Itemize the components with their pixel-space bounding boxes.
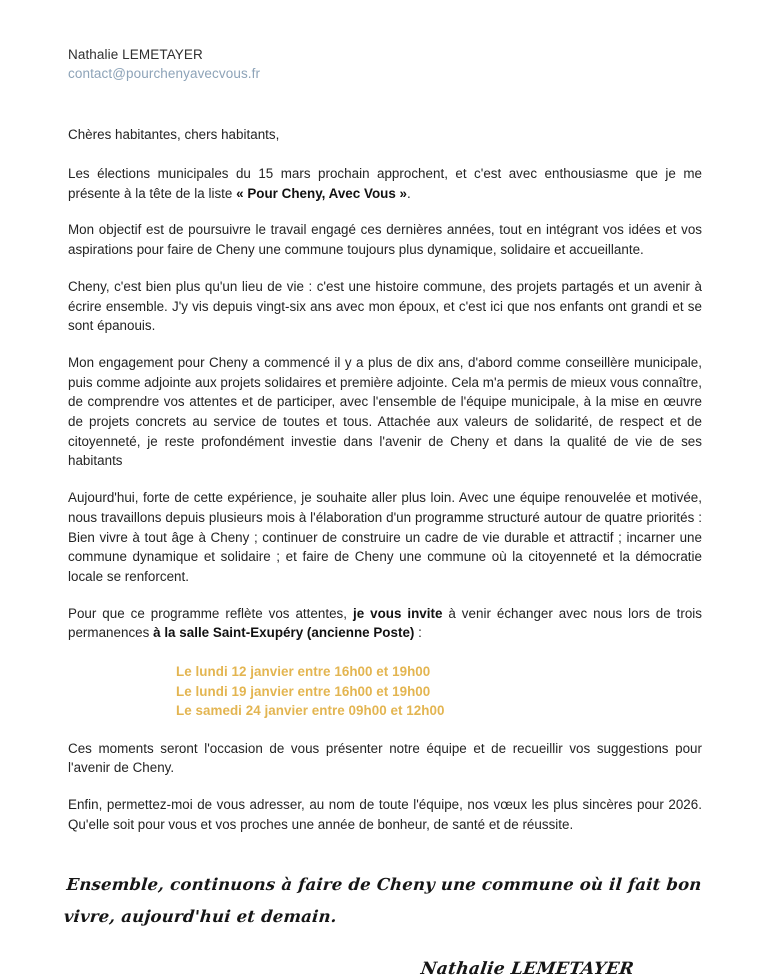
meeting-date-item: Le lundi 19 janvier entre 16h00 et 19h00 [176, 683, 431, 699]
signature-block [68, 959, 702, 979]
paragraph-engagement: Mon engagement pour Cheny a commencé il y a plus de dix ans, d'abord comme conseillère municipale, puis comme adjointe aux projets solidaires et première adjointe. Cela m'a permis de mieux vous connaître, de comprendre vos attentes et de participer, avec l'ensemble de l'équipe municipale, à la mise en œuvre de projets concrets au service de toutes et tous. Attachée aux valeurs de solidarité, de respect et de citoyenneté, je reste profondément investie dans l'avenir de Cheny et dans la qualité de vie de ses habitants [68, 354, 702, 469]
meeting-date-item: Le samedi 24 janvier entre 09h00 et 12h00 [176, 703, 445, 719]
paragraph-salutation: Chères habitantes, chers habitants, [68, 127, 280, 143]
paragraph-invitation-text-c: : [414, 625, 422, 641]
letter-body [68, 125, 702, 834]
list-name-emphasis: « Pour Cheny, Avec Vous » [236, 185, 408, 201]
paragraph-programme: Aujourd'hui, forte de cette expérience, je souhaite aller plus loin. Avec une équipe renouvelée et motivée, nous travaillons depuis plusieurs mois à l'élaboration d'un programme structuré autour de quatre priorités : Bien vivre à tout âge à Cheny ; continuer de construire un cadre de vie durable et attractif ; incarner une commune dynamique et solidaire ; et faire de Cheny une commune où la citoyenneté et la démocratie locale se renforcent. [68, 490, 702, 584]
paragraph-elections-text-a: Les élections municipales du 15 mars prochain approchent, et c'est avec enthousiasme que je me présente à la tête de la liste [68, 166, 702, 201]
paragraph-invitation [68, 604, 702, 643]
paragraph-moments: Ces moments seront l'occasion de vous présenter notre équipe et de recueillir vos suggestions pour l'avenir de Cheny. [68, 740, 702, 776]
sender-email[interactable]: contact@pourchenyavecvous.fr [68, 66, 261, 82]
meeting-date-item: Le lundi 12 janvier entre 16h00 et 19h00 [176, 664, 431, 680]
sender-name: Nathalie LEMETAYER [68, 47, 203, 62]
venue-emphasis: à la salle Saint-Exupéry (ancienne Poste) [153, 625, 415, 641]
invitation-emphasis: je vous invite [352, 605, 443, 621]
paragraph-elections [68, 164, 702, 203]
paragraph-cheny-life: Cheny, c'est bien plus qu'un lieu de vie : c'est une histoire commune, des projets partagés et un avenir à écrire ensemble. J'y vis depuis vingt-six ans avec mon époux, et c'est ici que nos enfants ont grandi et se sont épanouis. [68, 278, 702, 334]
signature: Nathalie LEMETAYER [419, 958, 636, 979]
closing-script-line: Ensemble, continuons à faire de Cheny une commune où il fait bon vivre, aujourd'hui et demain. [62, 874, 703, 926]
paragraph-invitation-text-b: à venir échanger avec nous lors de trois permanences [68, 605, 703, 641]
paragraph-elections-text-b: . [407, 185, 411, 201]
paragraph-wishes: Enfin, permettez-moi de vous adresser, au nom de toute l'équipe, nos vœux les plus sincères pour 2026. Qu'elle soit pour vous et vos proches une année de bonheur, de santé et de réussite. [68, 797, 702, 832]
paragraph-objective: Mon objectif est de poursuivre le travail engagé ces dernières années, tout en intégrant vos idées et vos aspirations pour faire de Cheny une commune toujours plus dynamique, solidaire et accueillante. [68, 222, 702, 258]
meeting-dates-list [68, 662, 702, 721]
letterhead [68, 45, 702, 83]
paragraph-invitation-text-a: Pour que ce programme reflète vos attentes, [68, 605, 353, 621]
